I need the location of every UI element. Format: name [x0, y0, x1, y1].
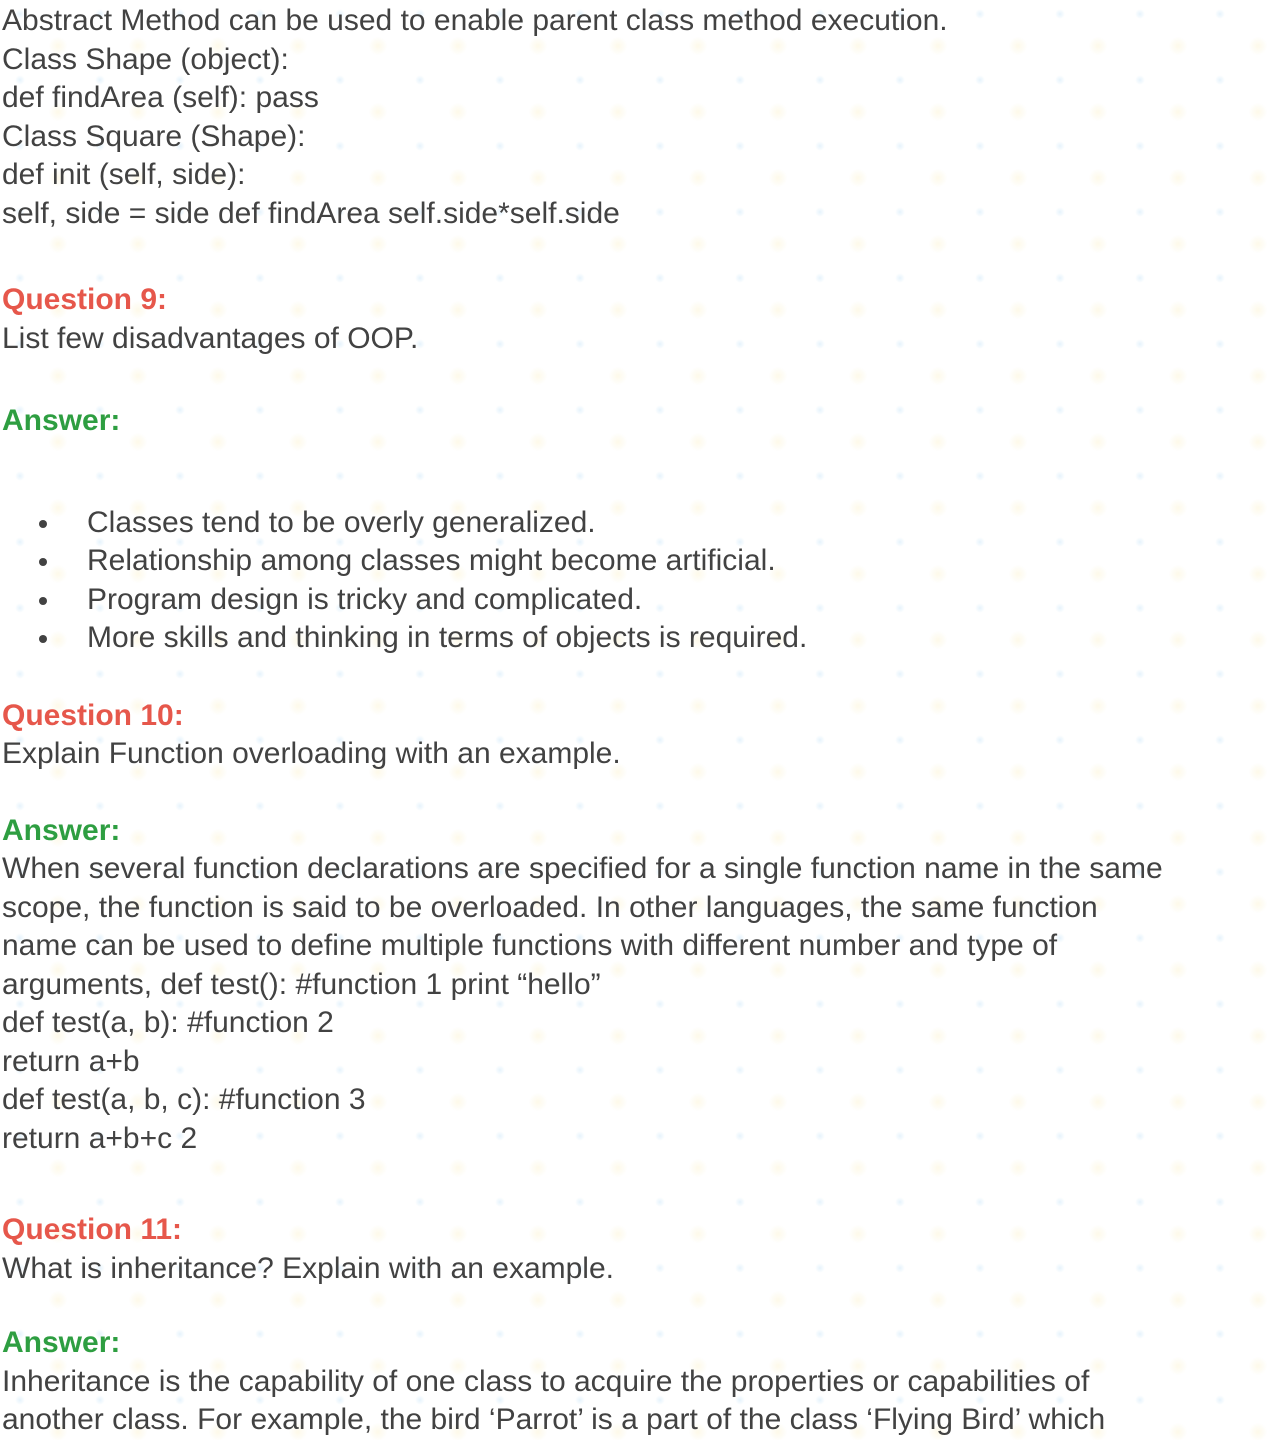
- answer-11-body: [2, 1363, 1286, 1440]
- section-question-11: [2, 1211, 1286, 1440]
- answer-9-heading: Answer:: [2, 404, 121, 437]
- answer-10-line: return a+b+c 2: [2, 1121, 198, 1155]
- bullet-text: Relationship among classes might become artificial.: [87, 544, 776, 577]
- bullet-item: [2, 504, 1286, 543]
- bullet-item: [2, 619, 1286, 658]
- section-question-10: [2, 697, 1286, 1159]
- question-10-text: Explain Function overloading with an example.: [2, 737, 621, 770]
- bullet-text: Classes tend to be overly generalized.: [87, 505, 596, 539]
- question-11-text: What is inheritance? Explain with an example.: [2, 1251, 614, 1285]
- answer-10-line: name can be used to define multiple functions with different number and type of: [2, 929, 1058, 962]
- section-question-9: [2, 281, 1286, 658]
- question-9-text: List few disadvantages of OOP.: [2, 321, 419, 355]
- answer-11-heading: Answer:: [2, 1326, 121, 1359]
- intro-line: Class Square (Shape):: [2, 119, 306, 153]
- intro-line: def findArea (self): pass: [2, 81, 319, 114]
- answer-11-line: Inheritance is the capability of one class to acquire the properties or capabilities of: [2, 1364, 1090, 1398]
- answer-10-line: def test(a, b, c): #function 3: [2, 1083, 366, 1116]
- intro-line: Class Shape (object):: [2, 42, 289, 76]
- intro-block: [2, 2, 1286, 233]
- bullet-icon: [39, 635, 47, 643]
- question-10-heading: Question 10:: [2, 698, 184, 732]
- bullet-icon: [39, 597, 47, 605]
- answer-10-line: return a+b: [2, 1044, 140, 1078]
- answer-10-heading: Answer:: [2, 813, 121, 847]
- intro-line: self, side = side def findArea self.side*self.side: [2, 196, 620, 230]
- question-11-heading: Question 11:: [2, 1213, 183, 1246]
- bullet-item: [2, 542, 1286, 581]
- bullet-text: Program design is tricky and complicated.: [87, 582, 643, 616]
- bullet-icon: [39, 558, 47, 566]
- bullet-icon: [39, 520, 47, 528]
- bullet-item: [2, 581, 1286, 620]
- answer-10-line: def test(a, b): #function 2: [2, 1006, 334, 1039]
- answer-11-line: another class. For example, the bird ‘Parrot’ is a part of the class ‘Flying Bird’ which: [2, 1403, 1106, 1436]
- intro-line: Abstract Method can be used to enable parent class method execution.: [2, 4, 948, 37]
- answer-10-line: arguments, def test(): #function 1 print “hello”: [2, 967, 601, 1001]
- answer-10-body: [2, 850, 1286, 1158]
- question-9-heading: Question 9:: [2, 283, 168, 316]
- bullet-text: More skills and thinking in terms of objects is required.: [87, 621, 808, 654]
- answer-10-line: When several function declarations are specified for a single function name in the same: [2, 852, 1163, 885]
- answer-9-bullet-list: [2, 504, 1286, 658]
- intro-line: def init (self, side):: [2, 158, 246, 191]
- answer-10-line: scope, the function is said to be overloaded. In other languages, the same function: [2, 890, 1098, 924]
